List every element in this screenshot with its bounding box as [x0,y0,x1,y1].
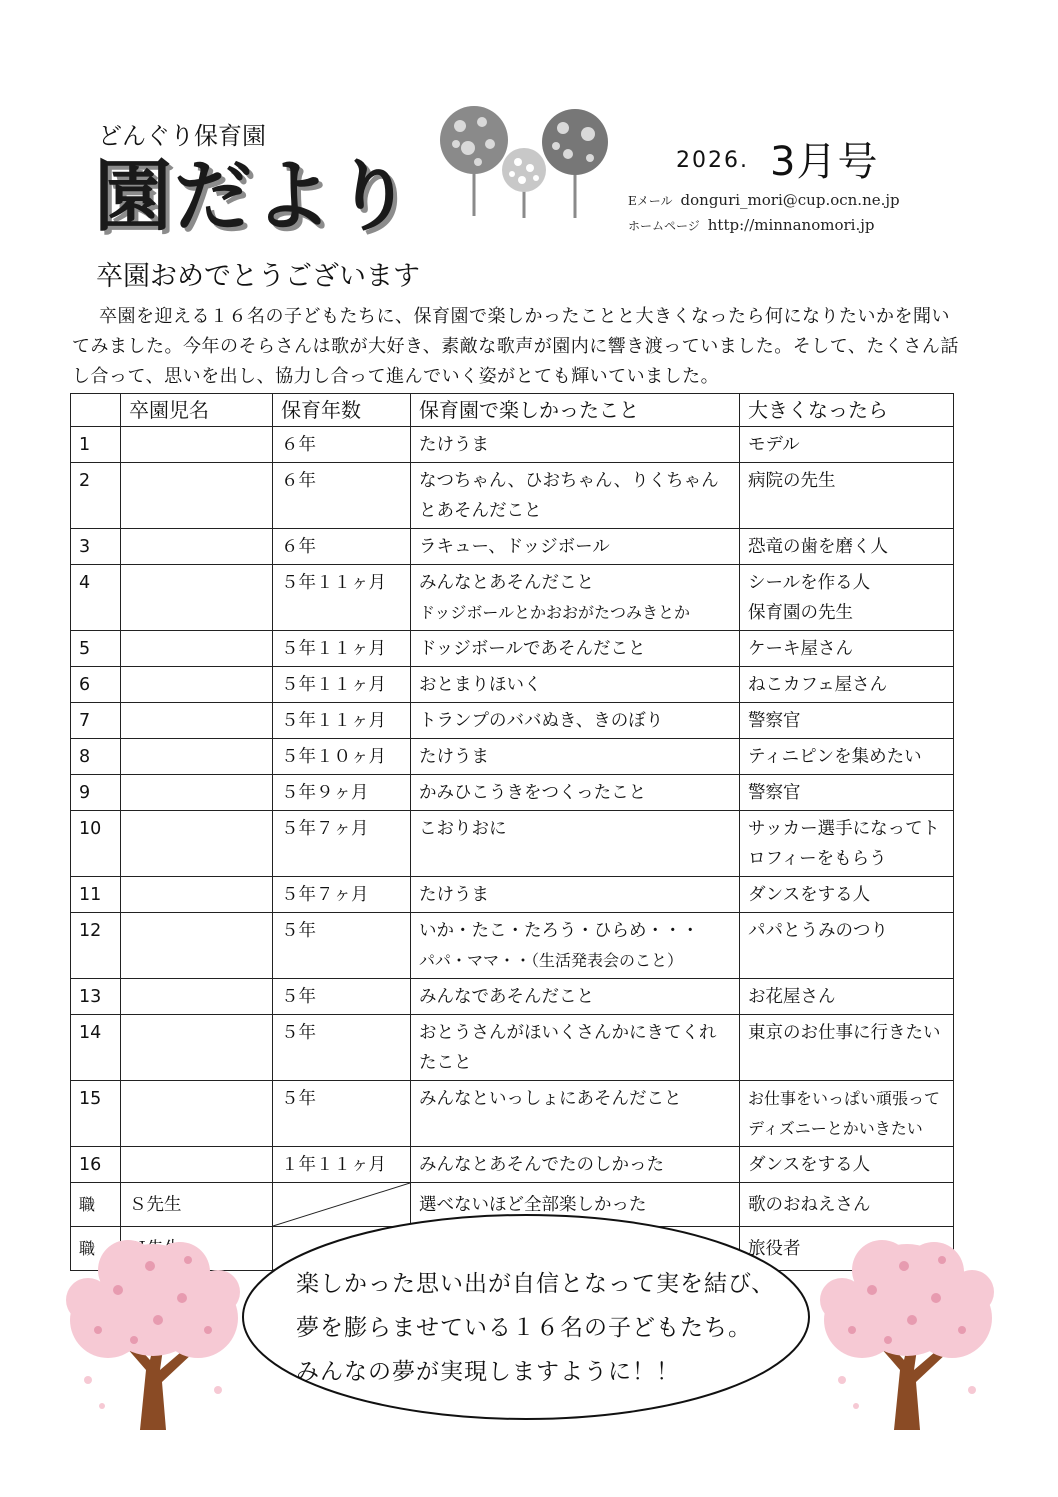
message-line: みんなの夢が実現しますように！！ [296,1359,680,1385]
table-row [71,1081,954,1147]
cell-no: 職 [71,1227,121,1271]
cell-name [121,739,273,775]
cell-future [740,1081,954,1147]
cell-years: ６年 [273,463,411,529]
cell-no: 6 [71,667,121,703]
cell-future: 歌のおねえさん [740,1183,954,1227]
cell-no: 12 [71,913,121,979]
cell-years: ５年１１ヶ月 [273,565,411,631]
cell-fun: かみひこうきをつくったこと [411,775,740,811]
cell-years: ５年 [273,1015,411,1081]
cell-future: 東京のお仕事に行きたい [740,1015,954,1081]
cell-years: ５年 [273,913,411,979]
cell-no: 16 [71,1147,121,1183]
graduates-table [70,393,954,1271]
cell-future: 警察官 [740,775,954,811]
cell-fun: ドッジボールであそんだこと [411,631,740,667]
cell-name [121,913,273,979]
cell-name [121,703,273,739]
cell-future-line: 保育園の先生 [748,603,853,623]
website-row [628,216,874,234]
cell-fun: たけうま [411,427,740,463]
cell-future: パパとうみのつり [740,913,954,979]
cell-future: ケーキ屋さん [740,631,954,667]
cell-name [121,427,273,463]
cell-future: モデル [740,427,954,463]
column-header-fun: 保育園で楽しかったこと [411,394,740,427]
cell-no: 10 [71,811,121,877]
cell-years: ５年 [273,979,411,1015]
cell-future: 警察官 [740,703,954,739]
cell-fun: こおりおに [411,811,740,877]
decorative-trees-icon [438,104,618,224]
table-row [71,811,954,877]
cell-no: 2 [71,463,121,529]
cell-fun [411,565,740,631]
cell-future [740,565,954,631]
cell-fun: みんなであそんだこと [411,979,740,1015]
cell-name: Ｓ先生 [121,1183,273,1227]
website-label: ホームページ [628,219,700,233]
message-line: 楽しかった思い出が自信となって実を結び、 [296,1271,776,1297]
cell-future: 恐竜の歯を磨く人 [740,529,954,565]
headline: 卒園おめでとうございます [96,261,420,292]
table-row [71,913,954,979]
cell-fun: みんなといっしょにあそんだこと [411,1081,740,1147]
cell-fun: みんなとあそんでたのしかった [411,1147,740,1183]
cell-fun: 選べないほど全部楽しかった [411,1183,740,1227]
cell-fun-line: パパ・ママ・・（生活発表会のこと） [419,951,684,970]
email-link[interactable]: donguri_mori@cup.ocn.ne.jp [680,191,900,209]
table-row [71,1147,954,1183]
cell-no: 1 [71,427,121,463]
cell-fun: おとうさんがほいくさんかにきてくれたこと [411,1015,740,1081]
cell-name [121,667,273,703]
cell-fun-line: みんなとあそんだこと [419,573,594,593]
cell-name [121,463,273,529]
cell-future: ティニピンを集めたい [740,739,954,775]
cell-name [121,1147,273,1183]
cell-years: ５年９ヶ月 [273,775,411,811]
newsletter-title: 園だより [94,152,415,242]
table-row [71,979,954,1015]
message-line: 夢を膨らませている１６名の子どもたち。 [296,1315,752,1341]
cell-years: １年１１ヶ月 [273,1147,411,1183]
cell-fun: なつちゃん、ひおちゃん、りくちゃんとあそんだこと [411,463,740,529]
table-row [71,529,954,565]
table-row [71,877,954,913]
cell-name [121,565,273,631]
email-row [628,191,900,209]
cell-fun-line: いか・たこ・たろう・ひらめ・・・ [419,921,699,941]
cell-future-line: ディズニーとかいきたい [748,1119,923,1138]
cell-future-line: お仕事をいっぱい頑張って [748,1089,941,1108]
cell-fun: たけうま [411,877,740,913]
cell-years: ６年 [273,529,411,565]
cell-name [121,529,273,565]
table-row [71,1015,954,1081]
cell-years: ５年１０ヶ月 [273,739,411,775]
issue-month: 3月号 [770,139,879,185]
cherry-tree-icon [812,1230,1002,1435]
cell-name [121,877,273,913]
table-row [71,775,954,811]
cell-fun-line: ドッジボールとかおおがたつみきとか [419,603,691,622]
cell-name [121,775,273,811]
cell-no: 5 [71,631,121,667]
cell-no: 8 [71,739,121,775]
website-link[interactable]: http://minnanomori.jp [707,216,875,234]
cell-future: サッカー選手になってトロフィーをもらう [740,811,954,877]
cell-years: ５年７ヶ月 [273,877,411,913]
cell-no: 9 [71,775,121,811]
cell-name [121,1081,273,1147]
table-row [71,427,954,463]
cell-fun [411,913,740,979]
column-header-name: 卒園児名 [121,394,273,427]
cell-years: ５年１１ヶ月 [273,631,411,667]
cell-years: ５年１１ヶ月 [273,667,411,703]
cell-name [121,979,273,1015]
table-row [71,739,954,775]
intro-paragraph: 卒園を迎える１６名の子どもたちに、保育園で楽しかったことと大きくなったら何になりたいかを聞いてみました。今年のそらさんは歌が大好き、素敵な歌声が園内に響き渡っていました。そして、たくさん話し合って、思いを出し、協力し合って進んでいく姿がとても輝いていました。 [72,306,959,387]
cell-no: 7 [71,703,121,739]
cell-years: ６年 [273,427,411,463]
cell-fun: たけうま [411,739,740,775]
cell-no: 職 [71,1183,121,1227]
cell-no: 3 [71,529,121,565]
table-row [71,631,954,667]
table-row [71,667,954,703]
table-row [71,565,954,631]
cell-future: お花屋さん [740,979,954,1015]
cherry-tree-icon [58,1230,248,1435]
cell-years: ５年 [273,1081,411,1147]
cell-fun: トランプのババぬき、きのぼり [411,703,740,739]
cell-no: 11 [71,877,121,913]
school-name: どんぐり保育園 [98,122,266,150]
column-header-years: 保育年数 [273,394,411,427]
closing-message [296,1262,816,1394]
cell-no: 15 [71,1081,121,1147]
cell-future: ねこカフェ屋さん [740,667,954,703]
cell-years: ５年１１ヶ月 [273,703,411,739]
issue-year: 2026. [676,148,749,173]
cell-no: 14 [71,1015,121,1081]
cell-fun: おとまりほいく [411,667,740,703]
cell-future-line: シールを作る人 [748,573,871,593]
cell-years: ５年７ヶ月 [273,811,411,877]
table-row [71,463,954,529]
table-row [71,703,954,739]
column-header-future: 大きくなったら [740,394,954,427]
cell-future: 病院の先生 [740,463,954,529]
cell-future: ダンスをする人 [740,1147,954,1183]
cell-name [121,811,273,877]
column-header-no [71,394,121,427]
cell-future: 旅役者 [740,1227,954,1271]
cell-no: 13 [71,979,121,1015]
cell-name [121,1015,273,1081]
cell-future: ダンスをする人 [740,877,954,913]
cell-name [121,631,273,667]
cell-no: 4 [71,565,121,631]
table-header-row [71,394,954,427]
email-label: Eメール [628,194,673,208]
cell-fun: ラキュー、ドッジボール [411,529,740,565]
